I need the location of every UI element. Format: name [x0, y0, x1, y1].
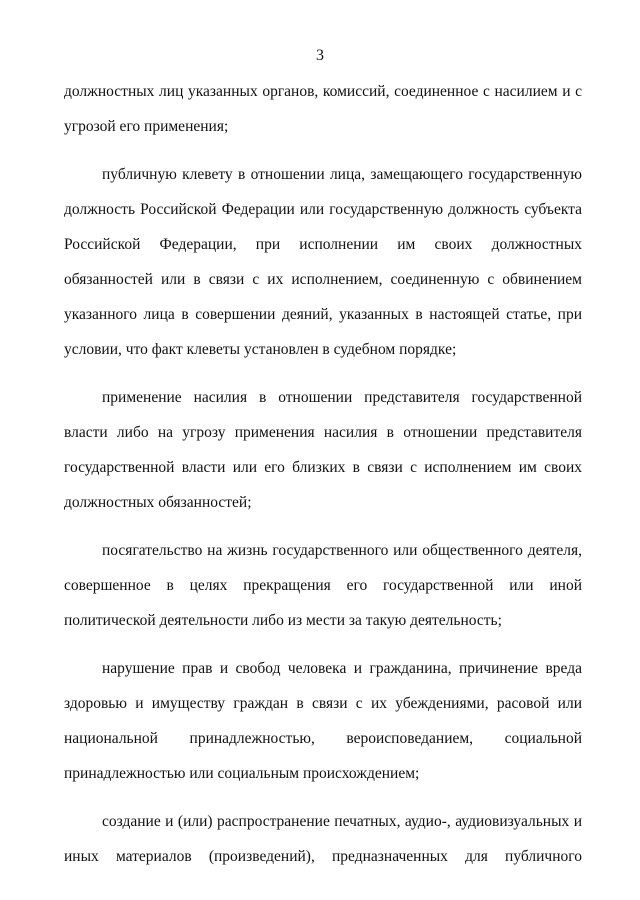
paragraph-public-slander: публичную клевету в отношении лица, замещающего государственную должность Российской Федерации или государственную должность субъекта Российской Федерации, при исполнении им своих должностных обязанностей или в связи с их исполнением, соединенную с обвинением указанного лица в совершении деяний, указанных в настоящей статье, при условии, что факт клеветы установлен в судебном порядке;	[64, 166, 582, 358]
paragraph-violence-against-official: применение насилия в отношении представителя государственной власти либо на угрозу применения насилия в отношении представителя государственной власти или его близких в связи с исполнением им своих должностных обязанностей;	[64, 389, 582, 511]
paragraph-materials-distribution: создание и (или) распространение печатных, аудио-, аудиовизуальных и иных материалов (произведений), предназначенных для публичного	[64, 813, 582, 865]
paragraph-attempt-on-life: посягательство на жизнь государственного или общественного деятеля, совершенное в целях прекращения его государственной или иной политической деятельности либо из мести за такую деятельность;	[64, 542, 582, 629]
paragraph-continuation: должностных лиц указанных органов, комиссий, соединенное с насилием и с угрозой его применения;	[64, 83, 582, 135]
paragraph-rights-violation: нарушение прав и свобод человека и гражданина, причинение вреда здоровью и имуществу граждан в связи с их убеждениями, расовой или национальной принадлежностью, вероисповеданием, социальной принадлежностью или социальным происхождением;	[64, 660, 582, 782]
document-body	[64, 74, 582, 874]
page-number: 3	[316, 47, 324, 64]
